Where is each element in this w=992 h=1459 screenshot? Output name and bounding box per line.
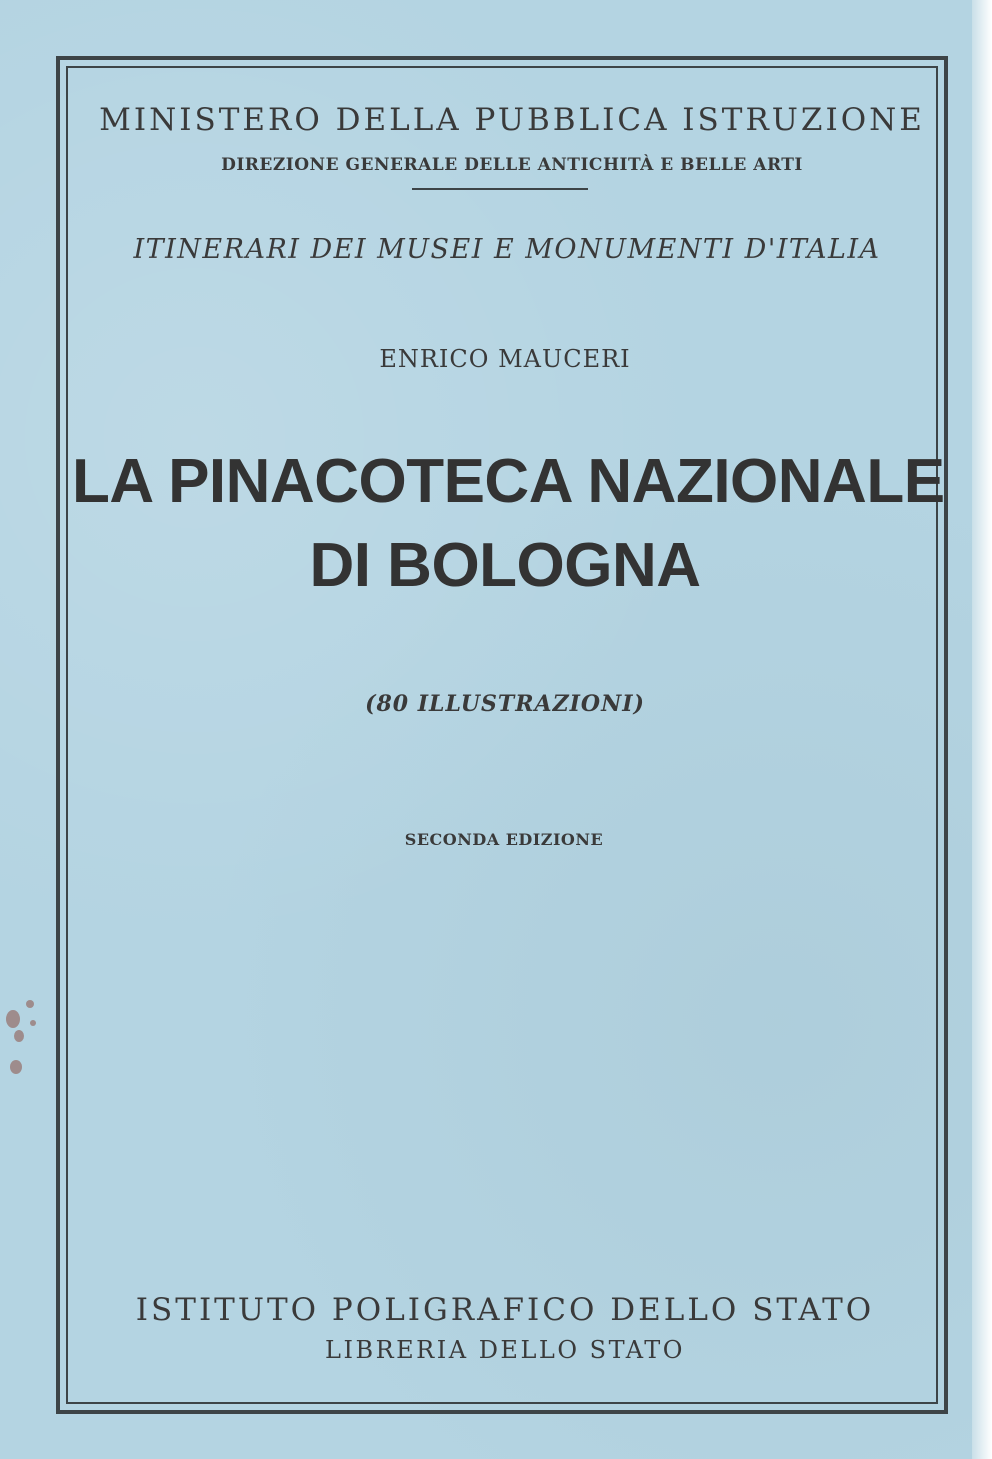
direction-heading: DIREZIONE GENERALE DELLE ANTICHITÀ E BELLE ARTI [221,155,803,175]
book-title-line-2: DI BOLOGNA [309,531,701,600]
illustrations-note: (80 ILLUSTRAZIONI) [365,691,645,717]
page-edge [972,0,992,1459]
publisher-name: ISTITUTO POLIGRAFICO DELLO STATO [135,1292,875,1328]
ministry-heading: MINISTERO DELLA PUBBLICA ISTRUZIONE [99,102,925,138]
author-name: ENRICO MAUCERI [379,345,631,373]
book-title-line-1: LA PINACOTECA NAZIONALE [72,447,945,516]
publisher-subtitle: LIBRERIA DELLO STATO [325,1336,685,1364]
heading-divider [412,188,588,190]
edition-label: SECONDA EDIZIONE [404,830,604,849]
series-title: ITINERARI DEI MUSEI E MONUMENTI D'ITALIA [133,234,881,265]
